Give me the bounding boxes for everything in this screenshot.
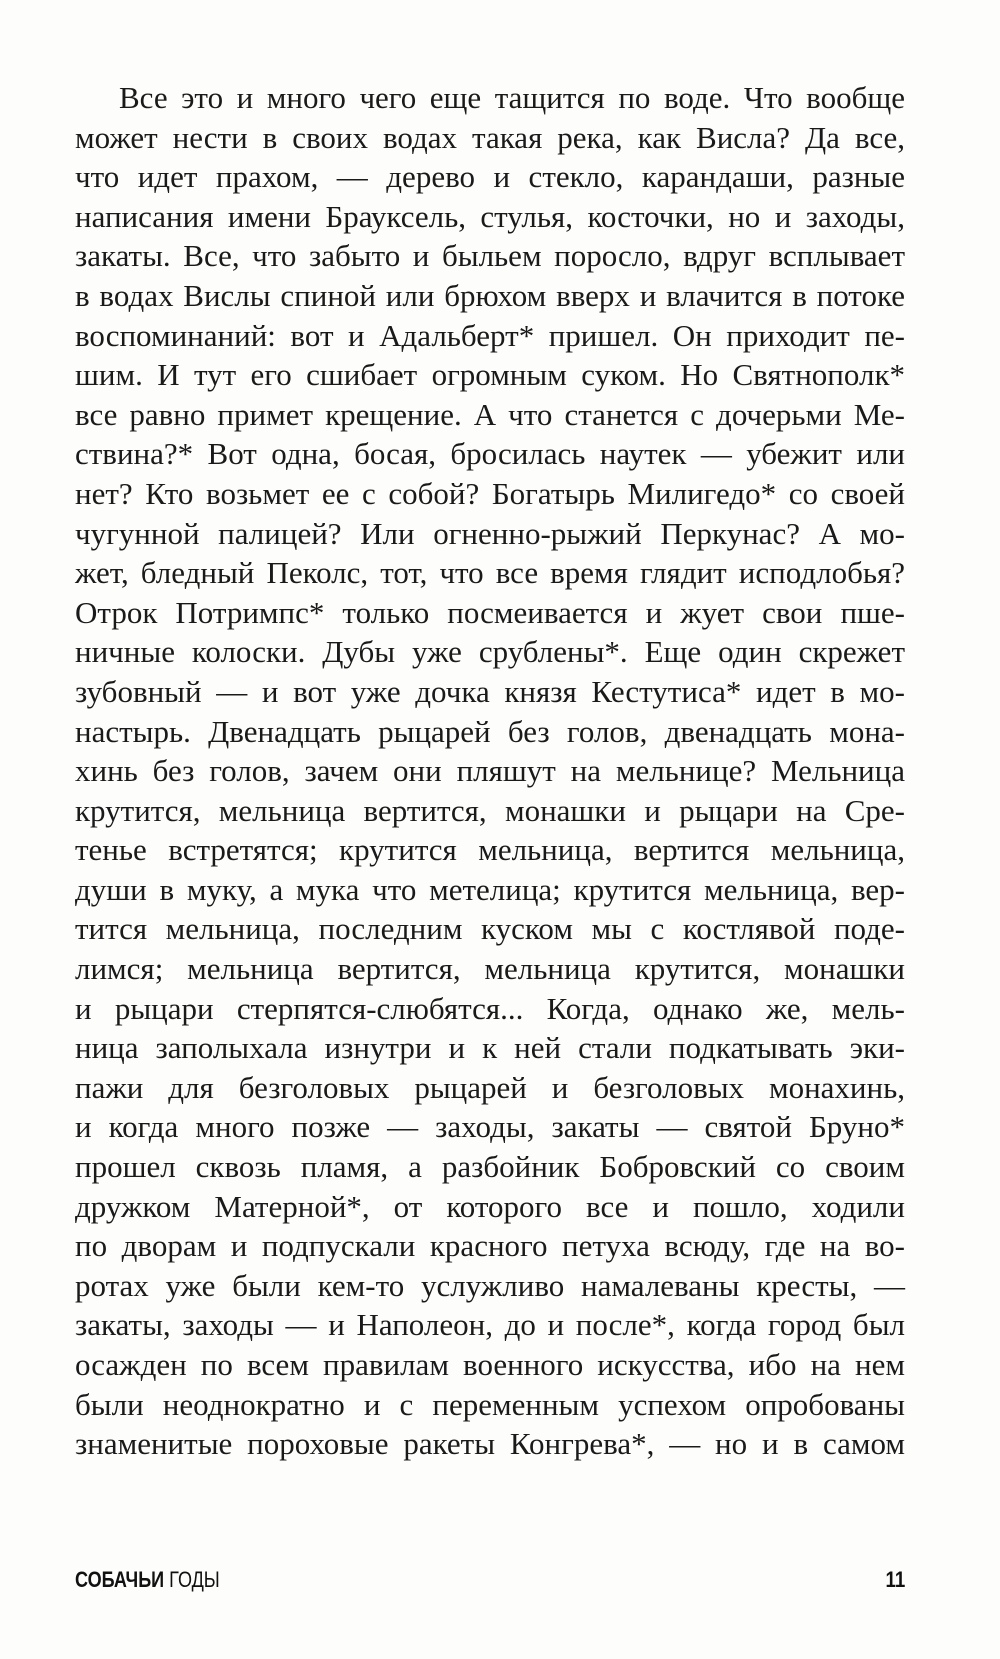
text-line: тится мельница, последним куском мы с костлявой поде- — [75, 911, 905, 947]
text-line: крутится, мельница вертится, монашки и рыцари на Сре- — [75, 792, 905, 828]
text-line: может нести в своих водах такая река, как Висла? Да все, — [75, 119, 905, 155]
text-line: в водах Вислы спиной или брюхом вверх и влачится в потоке — [75, 277, 905, 313]
text-line: тенье встретятся; крутится мельница, вертится мельница, — [75, 832, 905, 868]
text-line: души в муку, а мука что метелица; крутится мельница, вер- — [75, 871, 905, 907]
page-number: 11 — [885, 1567, 905, 1592]
running-title-light: ГОДЫ — [169, 1567, 220, 1592]
page-footer — [75, 1565, 905, 1595]
body-text — [75, 78, 905, 1464]
text-line: закаты. Все, что забыто и быльем поросло, вдруг всплывает — [75, 238, 905, 274]
text-line: что идет прахом, — дерево и стекло, карандаши, разные — [75, 159, 905, 195]
text-line: и рыцари стерпятся-слюбятся... Когда, однако же, мель- — [75, 990, 905, 1026]
text-line: хинь без голов, зачем они пляшут на мельнице? Мельница — [75, 753, 905, 789]
text-line: и когда много позже — заходы, закаты — святой Бруно* — [75, 1109, 905, 1145]
text-line: ничные колоски. Дубы уже срублены*. Еще один скрежет — [75, 634, 905, 670]
text-line: по дворам и подпускали красного петуха всюду, где на во- — [75, 1228, 905, 1264]
text-line: нет? Кто возьмет ее с собой? Богатырь Милигедо* со своей — [75, 475, 905, 511]
running-title-bold: СОБАЧЬИ — [75, 1567, 165, 1592]
running-title — [75, 1565, 220, 1595]
text-line: ротах уже были кем-то услужливо намалеваны кресты, — — [75, 1267, 905, 1303]
text-line: чугунной палицей? Или огненно-рыжий Перкунас? А мо- — [75, 515, 905, 551]
text-line: лимся; мельница вертится, мельница крутится, монашки — [75, 951, 905, 987]
text-line: осажден по всем правилам военного искусства, ибо на нем — [75, 1347, 905, 1382]
text-line: зубовный — и вот уже дочка князя Кестутиса* идет в мо- — [75, 673, 905, 709]
text-line: закаты, заходы — и Наполеон, до и после*, когда город был — [75, 1307, 905, 1343]
text-line: жет, бледный Пеколс, тот, что все время глядит исподлобья? — [75, 555, 905, 591]
text-line: все равно примет крещение. А что станется с дочерьми Ме- — [75, 396, 905, 432]
text-line: были неоднократно и с переменным успехом опробованы — [75, 1386, 905, 1422]
text-line: Все это и много чего еще тащится по воде. Что вообще — [119, 80, 905, 115]
text-line: воспоминаний: вот и Адальберт* пришел. Он приходит пе- — [75, 317, 905, 353]
text-line: знаменитые пороховые ракеты Конгрева*, — но и в самом — [75, 1426, 905, 1462]
text-line: ница заполыхала изнутри и к ней стали подкатывать эки- — [75, 1030, 905, 1066]
text-line: прошел сквозь пламя, а разбойник Бобровский со своим — [75, 1149, 905, 1185]
text-line: дружком Матерной*, от которого все и пошло, ходили — [75, 1188, 905, 1224]
text-line: шим. И тут его сшибает огромным суком. Но Святнополк* — [75, 357, 905, 393]
text-line: написания имени Брауксель, стулья, косточки, но и заходы, — [75, 198, 905, 234]
text-line: Отрок Потримпс* только посмеивается и жует свои пше- — [75, 594, 905, 630]
text-line: пажи для безголовых рыцарей и безголовых монахинь, — [75, 1069, 905, 1105]
text-line: ствина?* Вот одна, босая, бросилась наутек — убежит или — [75, 436, 905, 472]
text-line: настырь. Двенадцать рыцарей без голов, двенадцать мона- — [75, 713, 905, 749]
